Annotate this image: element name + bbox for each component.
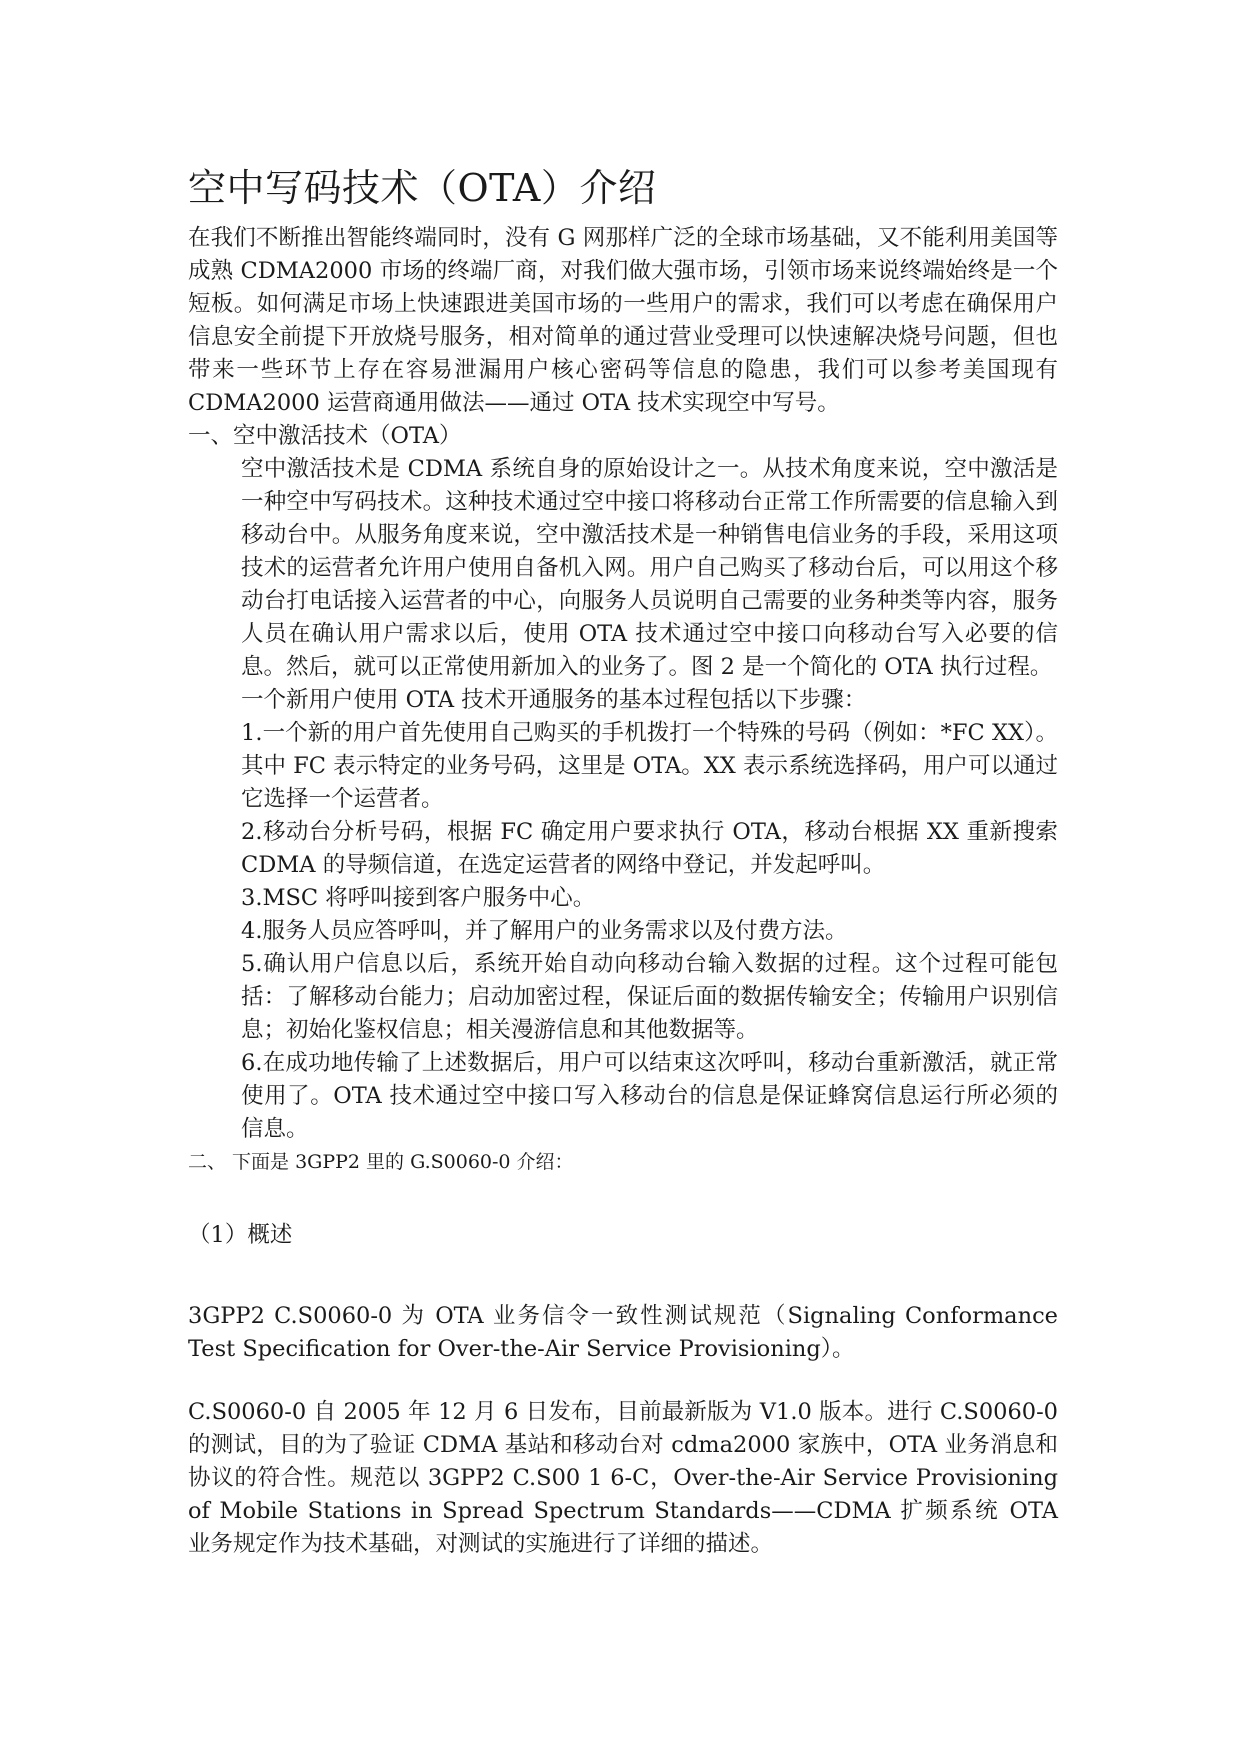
step-item: 2.移动台分析号码，根据 FC 确定用户要求执行 OTA，移动台根据 XX 重新搜索 CDMA 的导频信道，在选定运营者的网络中登记，并发起呼叫。 bbox=[241, 819, 1058, 878]
step-item: 1.一个新的用户首先使用自己购买的手机拨打一个特殊的号码（例如：*FC XX）。其中 FC 表示特定的业务号码，这里是 OTA。XX 表示系统选择码，用户可以通过它选择一个运营者。 bbox=[241, 720, 1058, 812]
section-2-paragraph-2: C.S0060-0 自 2005 年 12 月 6 日发布，目前最新版为 V1.0 版本。进行 C.S0060-0 的测试，目的为了验证 CDMA 基站和移动台对 cdma2000 家族中，OTA 业务消息和协议的符合性。规范以 3GPP2 C.S00 1 6-C，Over-the-Air Service Provisioning of Mobile Stations in Spread Spectrum Standards——CDMA 扩频系统 OTA 业务规定作为技术基础，对测试的实施进行了详细的描述。 bbox=[188, 1399, 1058, 1557]
intro-paragraph: 在我们不断推出智能终端同时，没有 G 网那样广泛的全球市场基础，又不能利用美国等成熟 CDMA2000 市场的终端厂商，对我们做大强市场，引领市场来说终端始终是一个短板。如何满足市场上快速跟进美国市场的一些用户的需求，我们可以考虑在确保用户信息安全前提下开放烧号服务，相对简单的通过营业受理可以快速解决烧号问题，但也带来一些环节上存在容易泄漏用户核心密码等信息的隐患，我们可以参考美国现有 CDMA2000 运营商通用做法——通过 OTA 技术实现空中写号。 bbox=[188, 225, 1058, 416]
step-item: 4.服务人员应答呼叫，并了解用户的业务需求以及付费方法。 bbox=[241, 918, 848, 944]
section-2-heading: 二、 下面是 3GPP2 里的 G.S0060-0 介绍： bbox=[188, 1151, 574, 1173]
spacer bbox=[188, 1366, 1058, 1396]
spacer bbox=[188, 1252, 1058, 1300]
section-1-paragraph-2: 一个新用户使用 OTA 技术开通服务的基本过程包括以下步骤： bbox=[241, 687, 867, 713]
section-1-heading: 一、空中激活技术（OTA） bbox=[188, 423, 462, 449]
section-1-body bbox=[188, 453, 1058, 1146]
step-item: 5.确认用户信息以后，系统开始自动向移动台输入数据的过程。这个过程可能包括：了解移动台能力；启动加密过程，保证后面的数据传输安全；传输用户识别信息；初始化鉴权信息；相关漫游信息和其他数据等。 bbox=[241, 951, 1058, 1043]
step-item: 6.在成功地传输了上述数据后，用户可以结束这次呼叫，移动台重新激活，就正常使用了。OTA 技术通过空中接口写入移动台的信息是保证蜂窝信息运行所必须的信息。 bbox=[241, 1050, 1058, 1142]
document-title: 空中写码技术（OTA）介绍 bbox=[188, 166, 657, 210]
section-1-paragraph-1: 空中激活技术是 CDMA 系统自身的原始设计之一。从技术角度来说，空中激活是一种空中写码技术。这种技术通过空中接口将移动台正常工作所需要的信息输入到移动台中。从服务角度来说，空中激活技术是一种销售电信业务的手段，采用这项技术的运营者允许用户使用自备机入网。用户自己购买了移动台后，可以用这个移动台打电话接入运营者的中心，向服务人员说明自己需要的业务种类等内容，服务人员在确认用户需求以后，使用 OTA 技术通过空中接口向移动台写入必要的信息。然后，就可以正常使用新加入的业务了。图 2 是一个简化的 OTA 执行过程。 bbox=[241, 456, 1058, 680]
section-2-paragraph-1: 3GPP2 C.S0060-0 为 OTA 业务信令一致性测试规范（Signaling Conformance Test Specification for Over-the-Air Service Provisioning）。 bbox=[188, 1303, 1058, 1362]
step-item: 3.MSC 将呼叫接到客户服务中心。 bbox=[241, 885, 596, 911]
overview-subheading: （1）概述 bbox=[188, 1222, 293, 1248]
document-page bbox=[188, 160, 1058, 1561]
